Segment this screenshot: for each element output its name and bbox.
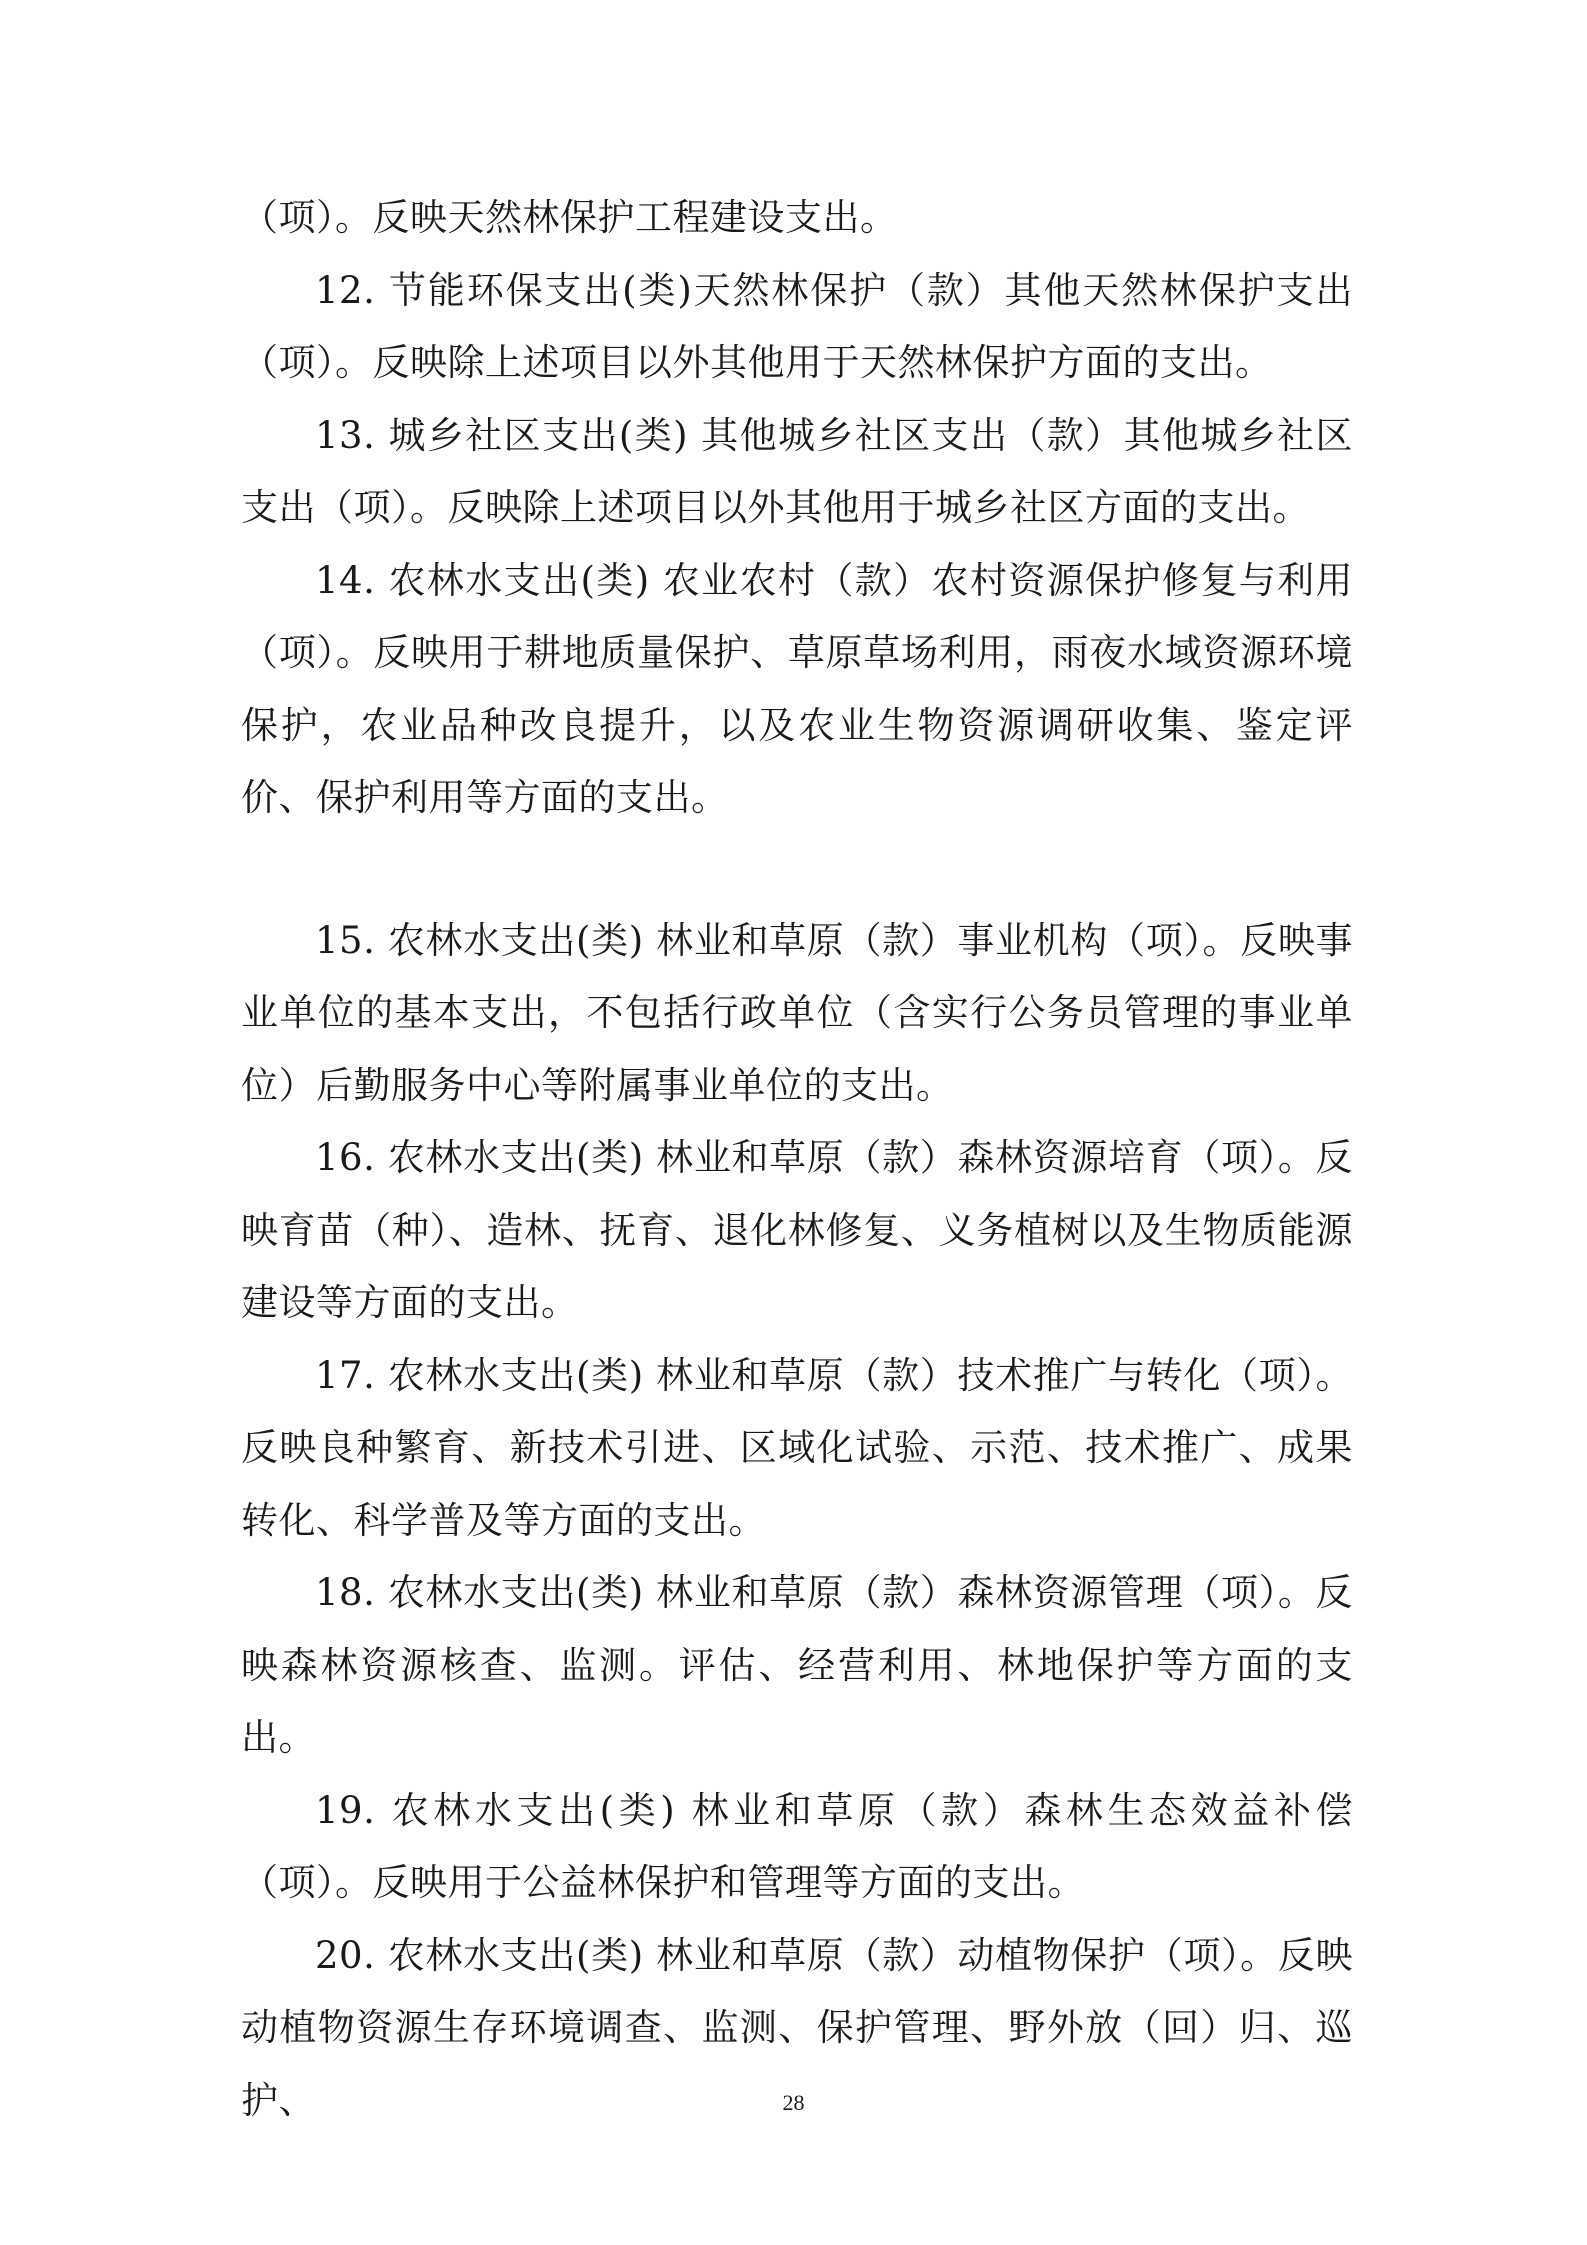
paragraph-item-19: 19. 农林水支出(类) 林业和草原（款）森林生态效益补偿（项）。反映用于公益林保护和管理等方面的支出。 xyxy=(241,1788,1353,1904)
section-spacer xyxy=(241,835,1353,905)
page-number: 28 xyxy=(782,2090,805,2115)
paragraph-item-13: 13. 城乡社区支出(类) 其他城乡社区支出（款）其他城乡社区支出（项）。反映除上述项目以外其他用于城乡社区方面的支出。 xyxy=(241,413,1353,529)
paragraph-item-14: 14. 农林水支出(类) 农业农村（款）农村资源保护修复与利用（项）。反映用于耕地质量保护、草原草场利用，雨夜水域资源环境保护，农业品种改良提升，以及农业生物资源调研收集、鉴定评价、保护利用等方面的支出。 xyxy=(241,558,1353,819)
paragraph-item-16: 16. 农林水支出(类) 林业和草原（款）森林资源培育（项）。反映育苗（种）、造林、抚育、退化林修复、义务植树以及生物质能源建设等方面的支出。 xyxy=(241,1136,1353,1324)
paragraph-continuation: （项）。反映天然林保护工程建设支出。 xyxy=(241,196,898,239)
paragraph-item-15: 15. 农林水支出(类) 林业和草原（款）事业机构（项）。反映事业单位的基本支出，不包括行政单位（含实行公务员管理的事业单位）后勤服务中心等附属事业单位的支出。 xyxy=(241,918,1353,1107)
document-body xyxy=(241,182,1353,2137)
paragraph-item-12: 12. 节能环保支出(类)天然林保护（款）其他天然林保护支出（项）。反映除上述项目以外其他用于天然林保护方面的支出。 xyxy=(241,268,1353,384)
paragraph-item-20: 20. 农林水支出(类) 林业和草原（款）动植物保护（项）。反映动植物资源生存环境调查、监测、保护管理、野外放（回）归、巡护、 xyxy=(241,1933,1353,2122)
paragraph-item-18: 18. 农林水支出(类) 林业和草原（款）森林资源管理（项）。反映森林资源核查、监测。评估、经营利用、林地保护等方面的支出。 xyxy=(241,1571,1353,1759)
paragraph-item-17: 17. 农林水支出(类) 林业和草原（款）技术推广与转化（项）。反映良种繁育、新技术引进、区域化试验、示范、技术推广、成果转化、科学普及等方面的支出。 xyxy=(241,1353,1353,1542)
